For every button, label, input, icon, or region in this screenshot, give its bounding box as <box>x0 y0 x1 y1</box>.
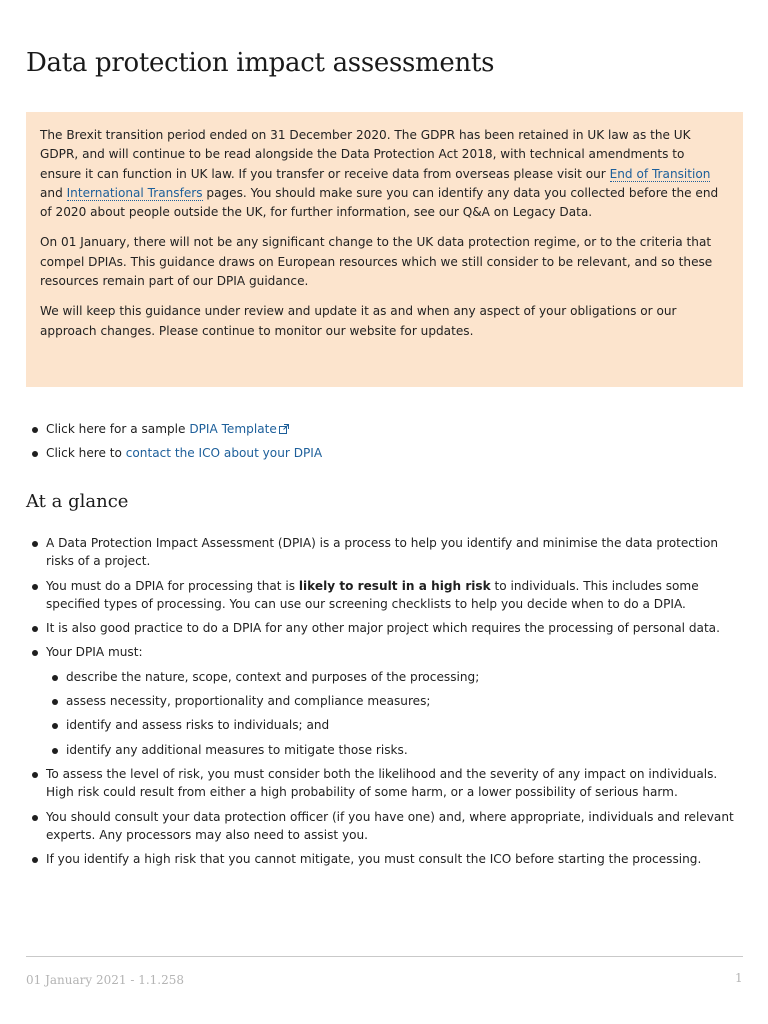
notice-paragraph-1: The Brexit transition period ended on 31 December 2020. The GDPR has been retained in UK law as the UK GDPR, and will continue to be read alongside the Data Protection Act 2018, with technical amendments to ensure it can function in UK law. If you transfer or receive data from overseas please visit our End of Transition and International Transfers pages. You should make sure you can identify any data you collected before the end of 2020 about people outside the UK, for further information, see our Q&A on Legacy Data. <box>40 128 719 220</box>
international-transfers-link[interactable]: International Transfers <box>66 185 203 200</box>
list-item: Click here to contact the ICO about your DPIA <box>26 444 743 463</box>
list-item: You must do a DPIA for processing that is likely to result in a high risk to individuals. This includes some specified types of processing. You can use our screening checklists to help you decide when to do a DPIA. <box>26 577 743 614</box>
list-item: assess necessity, proportionality and compliance measures; <box>46 692 743 710</box>
list-item: identify any additional measures to mitigate those risks. <box>46 741 743 759</box>
list-item: If you identify a high risk that you cannot mitigate, you must consult the ICO before starting the processing. <box>26 850 743 868</box>
list-item: Click here for a sample DPIA Template <box>26 420 743 439</box>
list-item: identify and assess risks to individuals; and <box>46 716 743 734</box>
list-item: A Data Protection Impact Assessment (DPIA) is a process to help you identify and minimise the data protection risks of a project. <box>26 534 743 571</box>
list-item: describe the nature, scope, context and purposes of the processing; <box>46 668 743 686</box>
footer-divider <box>26 956 743 957</box>
external-link-icon <box>279 424 289 434</box>
page-title: Data protection impact assessments <box>26 48 495 78</box>
at-a-glance-heading: At a glance <box>26 491 129 512</box>
resource-links-list <box>26 420 743 468</box>
list-item: You should consult your data protection officer (if you have one) and, where appropriate, individuals and relevant experts. Any processors may also need to assist you. <box>26 808 743 845</box>
list-item: It is also good practice to do a DPIA for any other major project which requires the processing of personal data. <box>26 619 743 637</box>
at-a-glance-list <box>26 534 743 874</box>
high-risk-emphasis: likely to result in a high risk <box>298 578 491 593</box>
end-of-transition-link[interactable]: End of Transition <box>609 166 711 181</box>
list-item: Your DPIA must: describe the nature, scope, context and purposes of the processing; assess necessity, proportionality and compliance measures; identify and assess risks to individuals; and identify any additional measures to mitigate those risks. <box>26 643 743 758</box>
brexit-notice-box <box>26 112 743 387</box>
footer-page-number: 1 <box>735 971 743 985</box>
dpia-requirements-sublist <box>46 668 743 759</box>
footer-date-version: 01 January 2021 - 1.1.258 <box>26 973 185 987</box>
notice-paragraph-2: On 01 January, there will not be any significant change to the UK data protection regime, or to the criteria that compel DPIAs. This guidance draws on European resources which we still consider to be relevant, and so these resources remain part of our DPIA guidance. <box>40 235 713 289</box>
notice-paragraph-3: We will keep this guidance under review and update it as and when any aspect of your obligations or our approach changes. Please continue to monitor our website for updates. <box>40 304 677 338</box>
dpia-template-link[interactable]: DPIA Template <box>189 422 277 436</box>
contact-ico-link[interactable]: contact the ICO about your DPIA <box>125 446 323 460</box>
list-item: To assess the level of risk, you must consider both the likelihood and the severity of any impact on individuals. High risk could result from either a high probability of some harm, or a lower possibility of serious harm. <box>26 765 743 802</box>
